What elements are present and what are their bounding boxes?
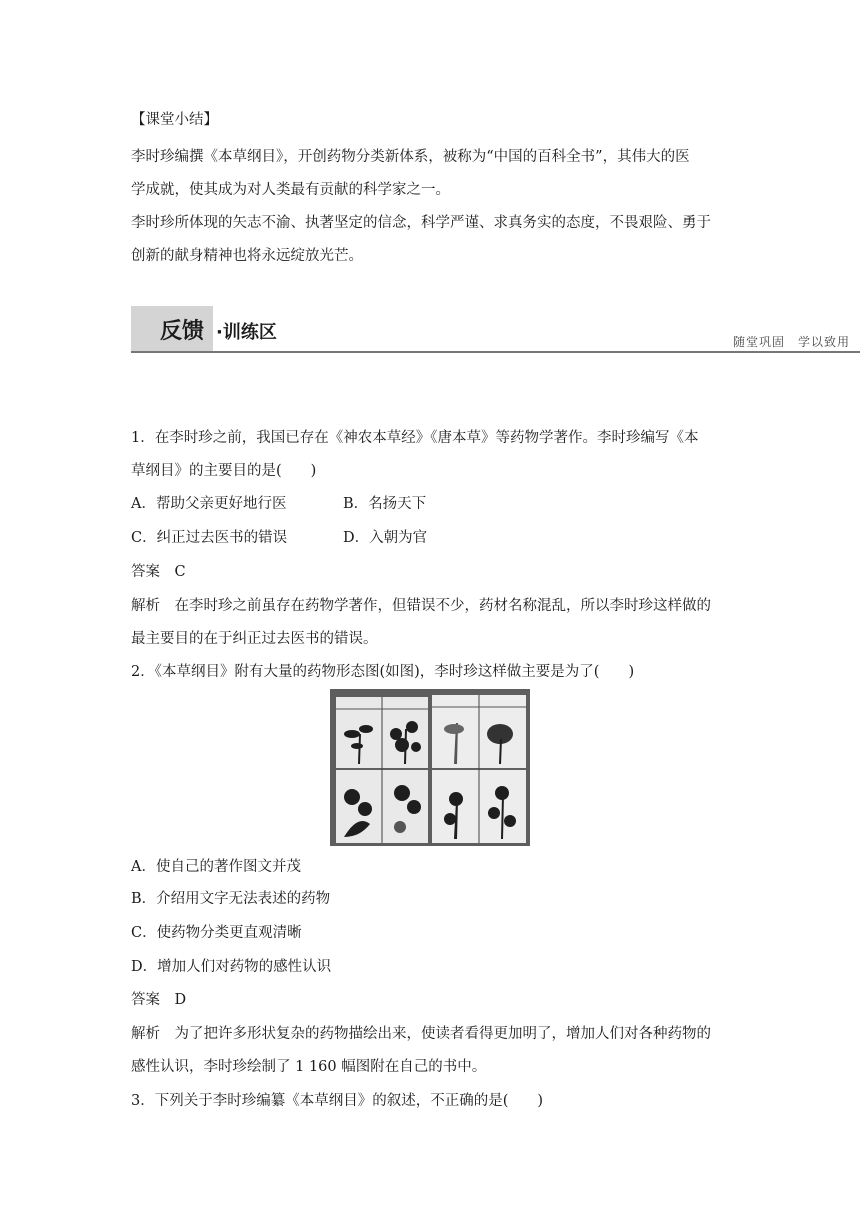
summary-heading: 【课堂小结】 bbox=[131, 112, 218, 128]
question-2-option-c: C．使药物分类更直观清晰 bbox=[131, 925, 302, 941]
question-2-option-b: B．介绍用文字无法表述的药物 bbox=[131, 891, 331, 907]
summary-paragraph-2-line-2: 创新的献身精神也将永远绽放光芒。 bbox=[131, 248, 363, 264]
section-banner-title: 反馈 bbox=[160, 319, 205, 344]
question-1-option-d: D．入朝为官 bbox=[343, 530, 428, 546]
question-1-answer: 答案 C bbox=[131, 564, 186, 580]
question-2-answer: 答案 D bbox=[131, 992, 187, 1008]
question-2-line-1: 2．《本草纲目》附有大量的药物形态图(如图)，李时珍这样做主要是为了( ) bbox=[131, 664, 635, 680]
summary-paragraph-1-line-2: 学成就，使其成为对人类最有贡献的科学家之一。 bbox=[131, 182, 450, 198]
section-banner-subtitle: ·训练区 bbox=[216, 322, 277, 343]
question-1-analysis-line-1: 解析 在李时珍之前虽存在药物学著作，但错误不少，药材名称混乱，所以李时珍这样做的 bbox=[131, 598, 711, 614]
question-1-option-a: A．帮助父亲更好地行医 bbox=[131, 496, 287, 512]
herbal-illustration-drawing bbox=[330, 689, 530, 846]
summary-paragraph-2-line-1: 李时珍所体现的矢志不渝、执著坚定的信念，科学严谨、求真务实的态度，不畏艰险、勇于 bbox=[131, 215, 711, 231]
question-2-analysis-line-1: 解析 为了把许多形状复杂的药物描绘出来，使读者看得更加明了，增加人们对各种药物的 bbox=[131, 1026, 711, 1042]
question-1-option-b: B．名扬天下 bbox=[343, 496, 427, 512]
section-banner-rule bbox=[131, 351, 860, 353]
question-1-line-2: 草纲目》的主要目的是( ) bbox=[131, 463, 317, 479]
herbal-illustration-image bbox=[330, 689, 530, 846]
summary-paragraph-1-line-1: 李时珍编撰《本草纲目》，开创药物分类新体系，被称为“中国的百科全书”，其伟大的医 bbox=[131, 149, 690, 165]
section-banner-tagline: 随堂巩固 学以致用 bbox=[733, 335, 851, 349]
question-1-line-1: 1．在李时珍之前，我国已存在《神农本草经》《唐本草》等药物学著作。李时珍编写《本 bbox=[131, 430, 699, 446]
question-2-option-d: D．增加人们对药物的感性认识 bbox=[131, 959, 332, 975]
question-1-analysis-line-2: 最主要目的在于纠正过去医书的错误。 bbox=[131, 631, 378, 647]
question-2-analysis-line-2: 感性认识，李时珍绘制了 1 160 幅图附在自己的书中。 bbox=[131, 1059, 487, 1075]
question-1-option-c: C．纠正过去医书的错误 bbox=[131, 530, 288, 546]
question-3-line-1: 3．下列关于李时珍编纂《本草纲目》的叙述，不正确的是( ) bbox=[131, 1093, 544, 1109]
question-2-option-a: A．使自己的著作图文并茂 bbox=[131, 859, 301, 875]
